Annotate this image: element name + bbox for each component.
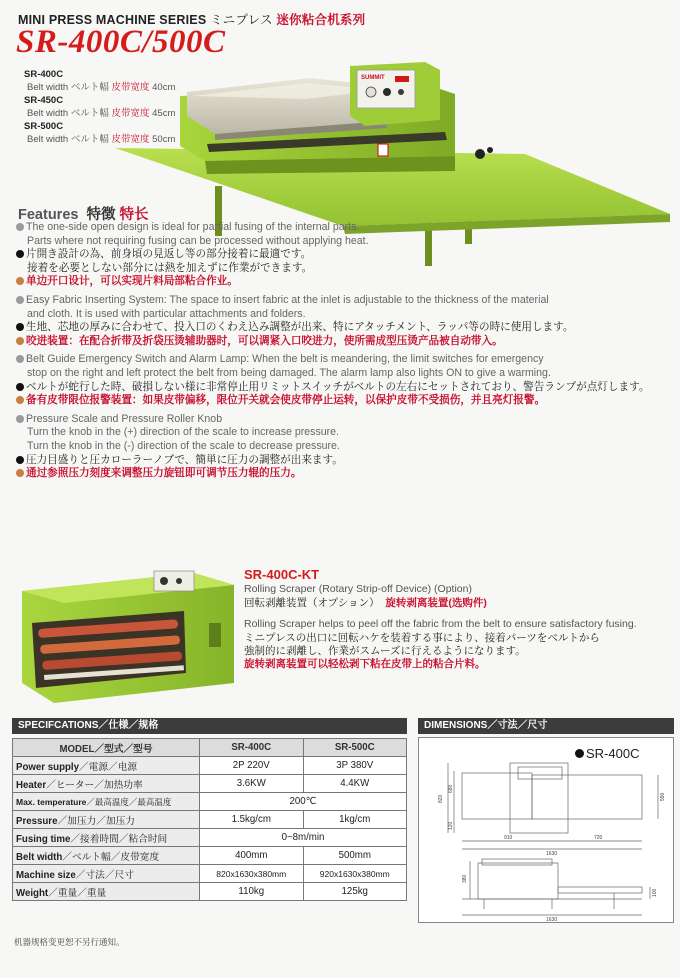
table-row: Power supply／電源／电源 2P 220V 3P 380V [13,757,407,775]
bullet-icon [16,469,24,477]
specifications-table [12,738,407,901]
bullet-icon [16,296,24,304]
model-item: SR-450C Belt width ベルト幅 皮带宽度 45cm [24,95,176,119]
feature-item: Easy Fabric Inserting System: The space to insert fabric at the inlet is adjustable to the thickness of the material and cloth. It is used with particular attachments and folders. 生地、芯地の厚みに合わせて、投入口のくわえ込み調整が出来、特にアタッチメント、ラッパ等の時に使用します。 咬进装置：在配合折带及折袋压烫辅助器时，可以调紧入口咬进力，使所需成型压烫产品被自动带入。 [16,294,676,348]
brand-label: SUMMIT [361,75,385,81]
table-row: MODEL／型式／型号 SR-400C SR-500C [13,739,407,757]
option-desc-ja-1: ミニプレスの出口に回転ハケを装着する事により、接着パーツをベルトから [244,631,600,644]
model-list [24,68,175,146]
dimension-drawing [418,737,674,923]
rolling-scraper-machine-image [14,563,239,713]
features-heading: Features 特徴 特长 [18,207,149,223]
table-row: Weight／重量／重量 110kg 125kg [13,883,407,901]
table-row: Heater／ヒーター／加热功率 3.6KW 4.4KW [13,775,407,793]
bullet-icon [16,355,24,363]
svg-text:120: 120 [448,821,454,830]
bullet-icon [16,223,24,231]
bullet-icon [16,337,24,345]
svg-text:380: 380 [462,874,468,883]
model-item: SR-500C Belt width ベルト幅 皮带宽度 50cm [24,121,176,145]
bullet-icon [16,383,24,391]
option-desc-cn: 旋转剥离装置可以轻松剥下粘在皮带上的粘合片料。 [244,658,486,671]
table-row: Fusing time／接着時間／粘合时间 0~8m/min [13,829,407,847]
model-item: SR-400C Belt width ベルト幅 皮带宽度 40cm [24,69,176,93]
feature-item: Belt Guide Emergency Switch and Alarm Lamp: When the belt is meandering, the limit switches for emergency stop on the right and left protect the belt from being damaged. The alarm lamp also lights ON to give a warming. ベルトが蛇行した時、破損しない様に非常停止用リミットスイッチがベルトの左右にセットされており、警告ランプが点灯します。 备有皮带限位报警装置：如果皮带偏移，限位开关就会使皮带停止运转，以保护皮带不受损伤，并且亮灯报警。 [16,353,676,407]
svg-text:590: 590 [660,792,666,801]
table-row: Pressure／加压力／加压力 1.5kg/cm 1kg/cm [13,811,407,829]
series-title-en: MINI PRESS MACHINE SERIES [18,13,207,27]
svg-text:820: 820 [438,794,444,803]
dimension-model-label: SR-400C [575,746,639,761]
option-section [244,568,674,672]
table-row: Belt width／ベルト幅／皮带宽度 400mm 500mm [13,847,407,865]
option-title: SR-400C-KT [244,567,320,582]
bullet-icon [16,456,24,464]
svg-text:1630: 1630 [546,851,558,857]
bullet-icon [16,250,24,258]
svg-text:910: 910 [504,835,513,841]
svg-text:1630: 1630 [546,917,558,923]
models-title: SR-400C/500C [16,24,226,60]
specifications-heading: SPECIFCATIONS／仕様／规格 [12,718,407,734]
bullet-icon [16,396,24,404]
option-desc-ja-2: 強制的に剥離し、作業がスムーズに行えるようになります。 [244,645,526,658]
option-subtitle-ja-cn: 回転剥離装置（オプション） 旋转剥离装置(选购件) [244,596,487,609]
series-title-cn: 迷你粘合机系列 [276,13,366,27]
bullet-icon [575,749,584,758]
table-row: Machine size／寸法／尺寸 820x1630x380mm 920x1630x380mm [13,865,407,883]
option-subtitle-en: Rolling Scraper (Rotary Strip-off Device) (Option) [244,583,472,596]
bullet-icon [16,323,24,331]
feature-item: Pressure Scale and Pressure Roller Knob Turn the knob in the (+) direction of the scale to increase pressure. Turn the knob in the (-) direction of the scale to decrease pressure. 圧力目盛りと圧カローラーノブで、簡単に圧力の調整が出来ます。 通过参照压力刻度来调整压力旋钮即可调节压力辊的压力。 [16,413,676,481]
option-desc-en: Rolling Scraper helps to peel off the fabric from the belt to ensure satisfactory fusing. [244,618,637,631]
bullet-icon [16,277,24,285]
footer-note: 机器规格变更恕不另行通知。 [14,937,125,947]
feature-item: The one-side open design is ideal for partial fusing of the internal parts. Parts where not requiring fusing can be processed without applying heat. 片開き設計の為、前身頃の見返し等の部分接着に最適です。 接着を必要としない部分には熱を加えずに作業ができます。 单边开口设计，可以实现片料局部粘合作业。 [16,221,676,289]
features-list [16,221,676,486]
dimensions-heading: DIMENSIONS／寸法／尺寸 [418,718,674,734]
table-row: Max. temperature／最高温度／最高温度 200℃ [13,793,407,811]
bullet-icon [16,415,24,423]
svg-text:720: 720 [594,835,603,841]
svg-text:680: 680 [448,784,454,793]
svg-text:100: 100 [652,888,658,897]
series-title-ja: ミニプレス [210,13,273,27]
